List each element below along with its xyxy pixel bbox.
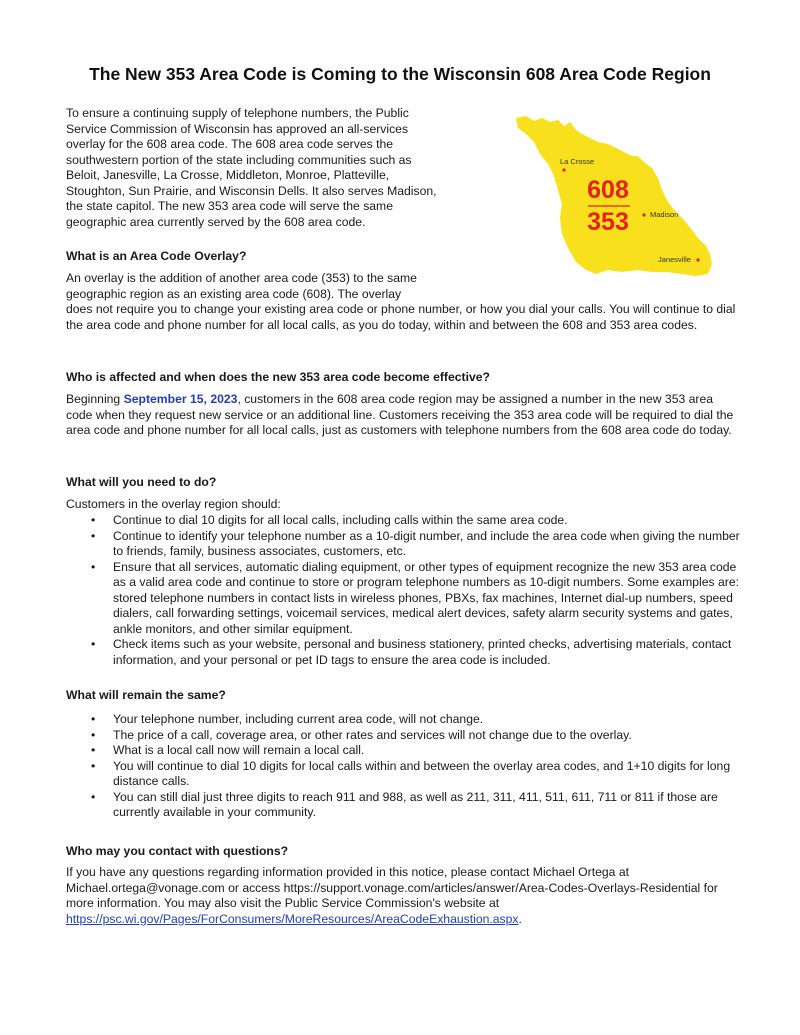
city-label-madison: Madison <box>650 210 679 219</box>
contact-text: If you have any questions regarding information provided in this notice, please contact Michael Ortega at Michael.ortega@vonage.com or access https://support.vonage.com/articles/answer/Area-Codes-Overlays-Residential for more information. You may also visit the Public Service Commission's website at <box>66 865 718 910</box>
list-item <box>66 637 746 668</box>
list-item-text: Your telephone number, including current area code, will not change. <box>113 712 484 726</box>
list-item <box>66 759 746 790</box>
contact-end: . <box>518 911 522 926</box>
city-dot-la-crosse <box>562 168 565 171</box>
effective-date: September 15, 2023 <box>123 392 238 406</box>
list-item <box>66 560 746 638</box>
bullet-icon: • <box>91 528 96 543</box>
list-item-text: You can still dial just three digits to reach 911 and 988, as well as 211, 311, 411, 511, 611, 711 or 811 if those are currently available in your community. <box>113 789 718 819</box>
bullet-icon: • <box>91 559 96 574</box>
intro-paragraph: To ensure a continuing supply of telephone numbers, the Public Service Commission of Wisconsin has approved an all-services overlay for the 608 area code. The 608 area code serves the southwestern portion of the state including communities such as Beloit, Janesville, La Crosse, Middleton, Monroe, Platteville, Stoughton, Sun Prairie, and Wisconsin Dells. It also serves Madison, the state capitol. The new 353 area code will serve the same geographic area currently served by the 608 area code. <box>66 106 437 229</box>
heading-todo: What will you need to do? <box>66 475 217 489</box>
heading-contact: Who may you contact with questions? <box>66 844 289 858</box>
list-item-text: Ensure that all services, automatic dialing equipment, or other types of equipment recognize the new 353 area code as a valid area code and continue to store or program telephone numbers as 10-digit numbers. Some examples are: stored telephone numbers in contact lists in wireless phones, PBXs, fax machines, Internet dial-up numbers, speed dialers, call forwarding settings, voicemail services, medical alert devices, safety alarm security systems and gates, ankle monitors, and other similar equipment. <box>113 559 739 636</box>
city-dot-janesville <box>696 258 699 261</box>
code-608-label: 608 <box>587 176 629 204</box>
list-item-text: You will continue to dial 10 digits for local calls within and between the overlay area codes, and 1+10 digits for long distance calls. <box>113 758 731 788</box>
list-item <box>66 728 746 744</box>
city-dot-madison <box>642 213 645 216</box>
overlay-line-1: An overlay is the addition of another area code (353) to the same <box>66 271 417 285</box>
contact-paragraph <box>66 865 736 927</box>
affected-text-before: Beginning <box>66 392 124 406</box>
page-title: The New 353 Area Code is Coming to the Wisconsin 608 Area Code Region <box>89 64 711 84</box>
list-item <box>66 529 746 560</box>
city-label-la-crosse: La Crosse <box>560 157 595 166</box>
list-item <box>66 513 746 529</box>
list-item-text: Continue to identify your telephone number as a 10-digit number, and include the area code when giving the number to friends, family, business associates, customers, etc. <box>113 528 740 558</box>
todo-list <box>66 513 746 668</box>
overlay-line-2: geographic region as an existing area code (608). The overlay <box>66 286 402 301</box>
heading-overlay: What is an Area Code Overlay? <box>66 249 247 263</box>
affected-paragraph <box>66 392 742 439</box>
list-item-text: The price of a call, coverage area, or other rates and services will not change due to the overlay. <box>113 727 632 742</box>
affected-text-after: , customers in the 608 area code region may be assigned a number in the new 353 area code when they request new service or an additional line. Customers receiving the 353 area code will be required to dial the area code and phone number for all local calls, just as customers with telephone numbers from the 608 area code do today. <box>66 392 734 437</box>
city-label-janesville: Janesville <box>658 255 691 264</box>
list-item <box>66 712 746 728</box>
bullet-icon: • <box>91 637 96 651</box>
psc-website-link[interactable]: https://psc.wi.gov/Pages/ForConsumers/MoreResources/AreaCodeExhaustion.aspx <box>66 911 519 926</box>
bullet-icon: • <box>91 727 96 742</box>
bullet-icon: • <box>91 758 96 773</box>
heading-same: What will remain the same? <box>66 688 226 702</box>
list-item-text: What is a local call now will remain a local call. <box>113 743 365 757</box>
bullet-icon: • <box>91 712 96 726</box>
list-item-text: Check items such as your website, personal and business stationery, printed checks, advertising materials, contact information, and your personal or pet ID tags to ensure the area code is included. <box>113 637 732 667</box>
same-list <box>66 712 746 821</box>
list-item <box>66 743 746 759</box>
code-353-label: 353 <box>587 208 629 236</box>
overlay-paragraph-rest: does not require you to change your existing area code or phone number, or how you dial your calls. You will continue to dial the area code and phone number for all local calls, as you do today, within and between the 608 and 353 area codes. <box>66 302 736 332</box>
list-item-text: Continue to dial 10 digits for all local calls, including calls within the same area code. <box>113 513 568 527</box>
bullet-icon: • <box>91 743 96 757</box>
bullet-icon: • <box>91 789 96 804</box>
todo-lead: Customers in the overlay region should: <box>66 497 281 511</box>
area-code-map <box>512 112 720 282</box>
heading-affected: Who is affected and when does the new 353 area code become effective? <box>66 370 490 384</box>
list-item <box>66 790 746 821</box>
bullet-icon: • <box>91 513 96 527</box>
